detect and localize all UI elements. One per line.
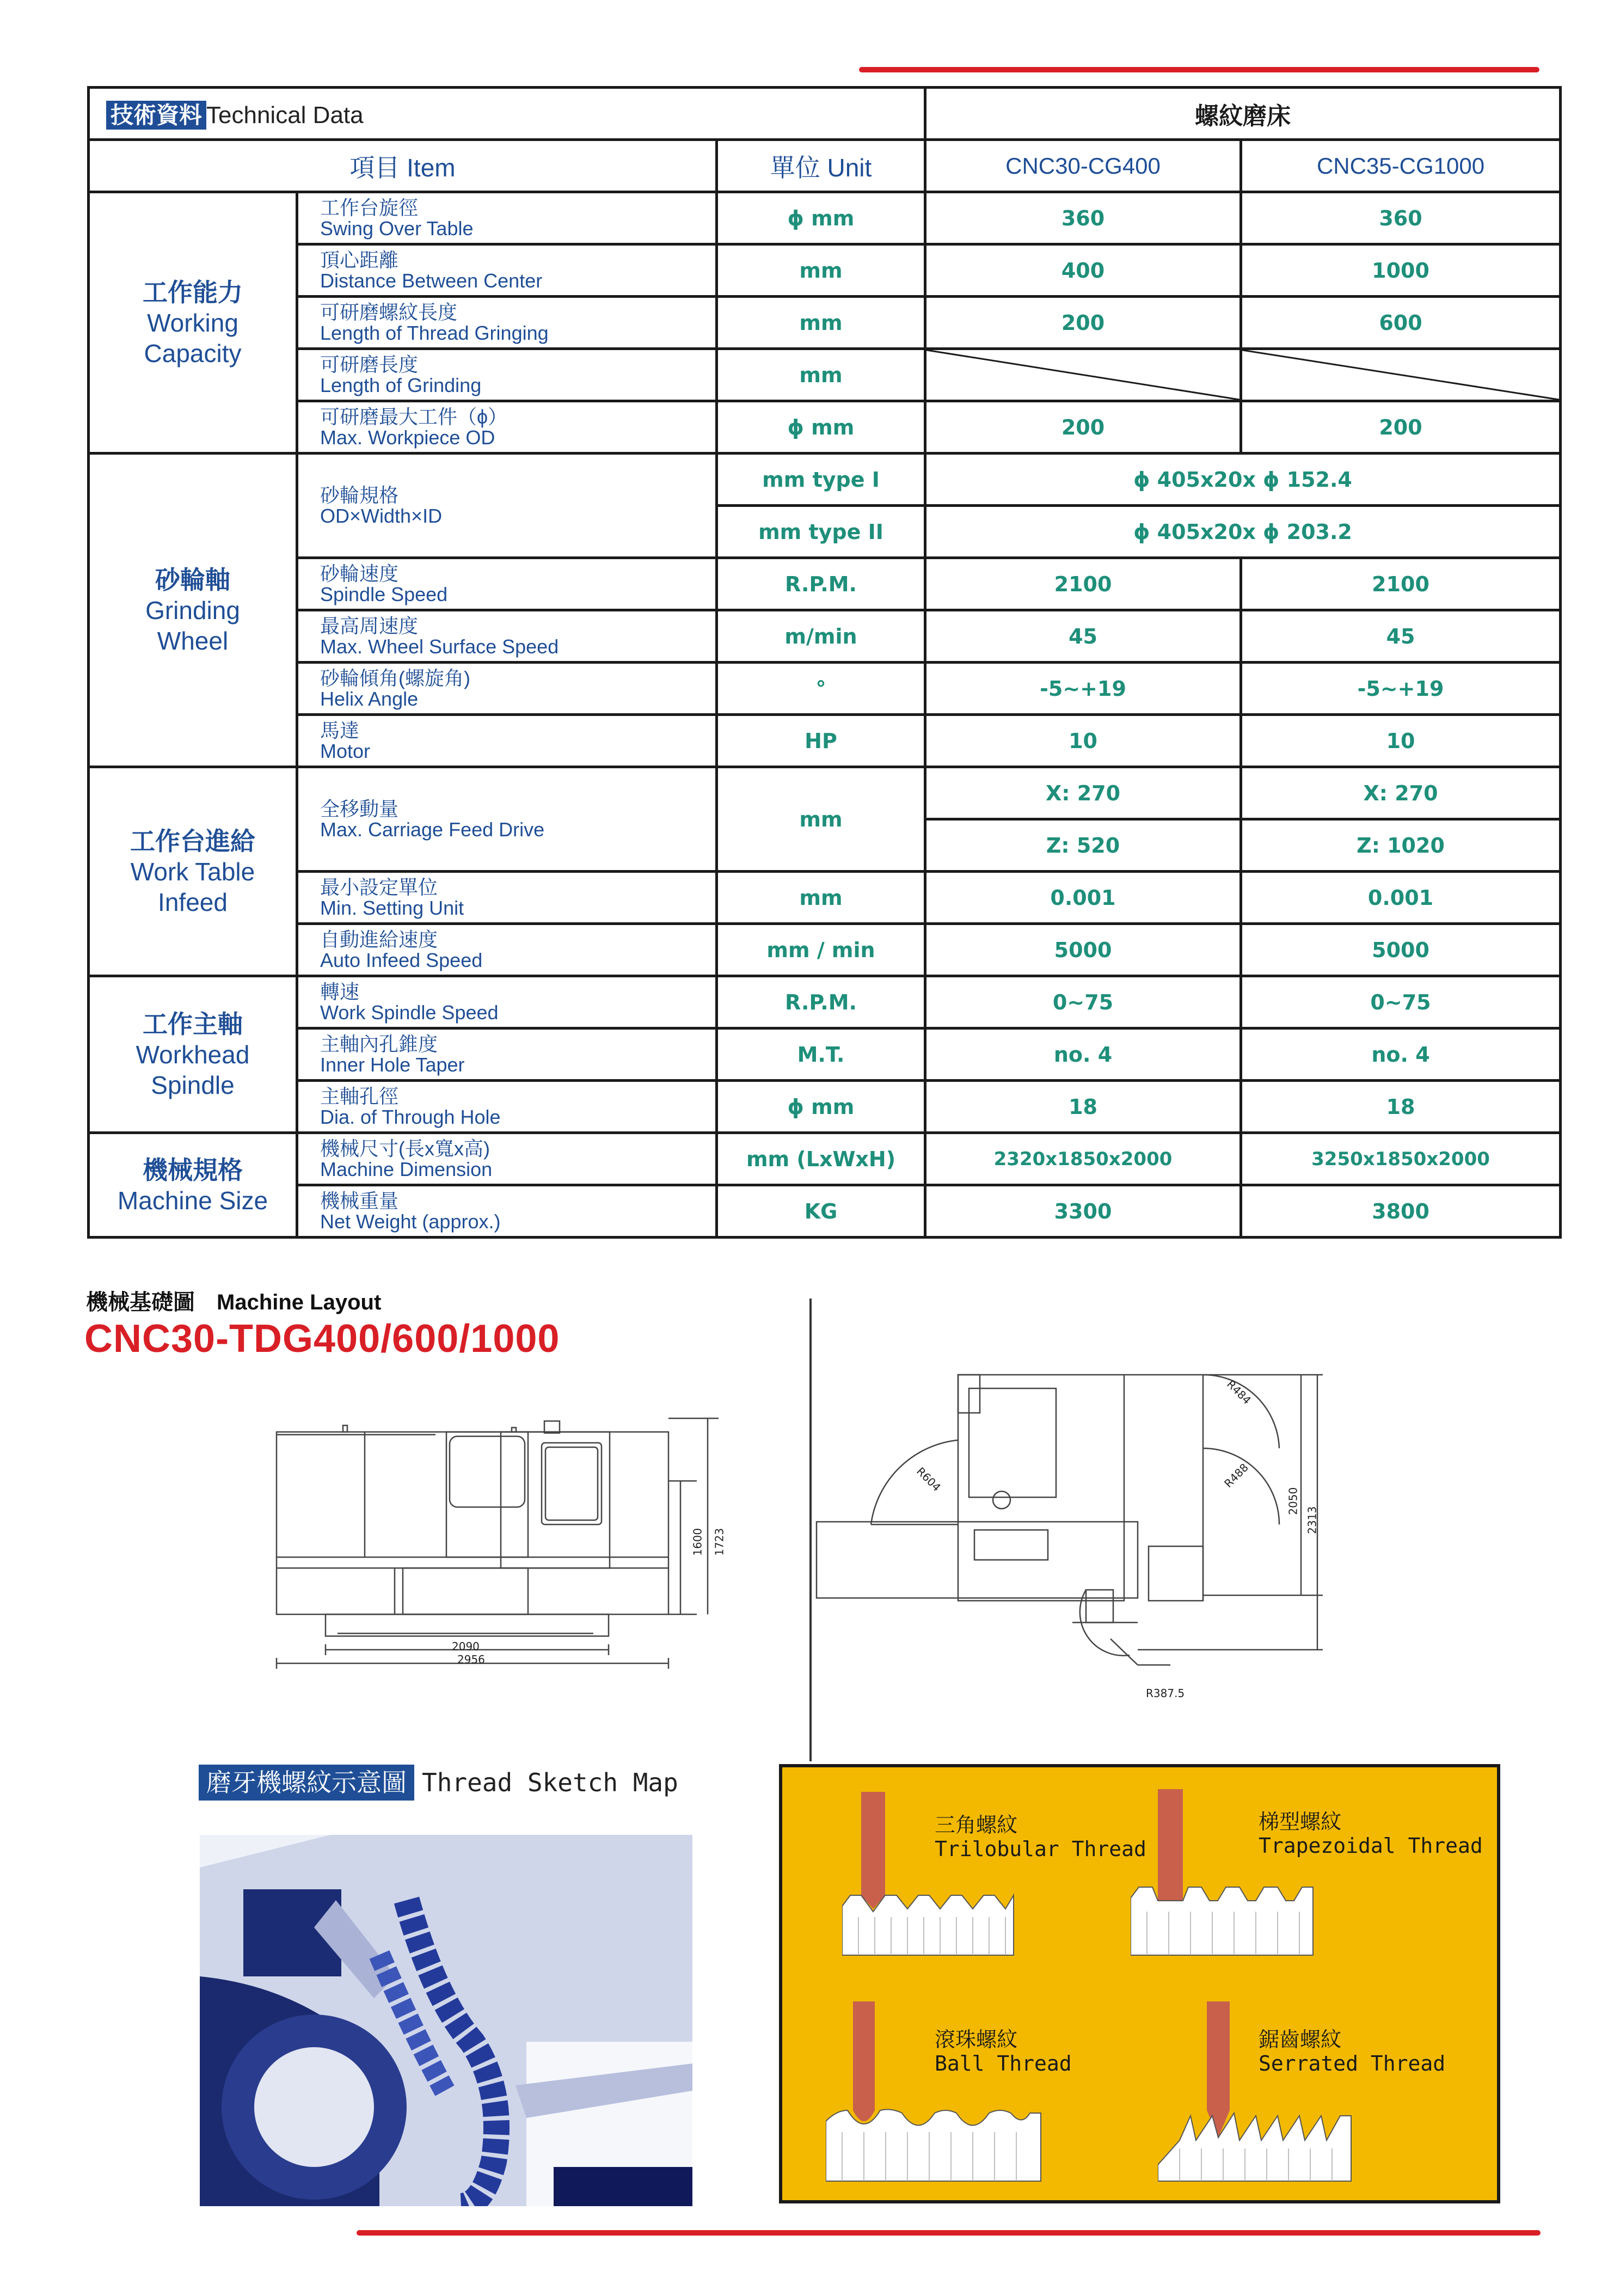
value-model-1: 0~75 [925,976,1241,1028]
item-en: Spindle Speed [320,583,448,605]
technical-data-title: Technical Data [206,101,364,128]
unit-cell: R.P.M. [717,558,925,610]
thread-label-en: Trilobular Thread [935,1837,1146,1861]
item-zh: 主軸孔徑 [320,1085,399,1107]
row-helix-angle [297,663,717,715]
unit-cell: mm / min [717,924,925,976]
item-en: Distance Between Center [320,269,543,292]
model-1-header: CNC30-CG400 [925,140,1241,192]
front-view-drawing [267,1410,735,1699]
value-model-1-x: X: 270 [925,767,1241,819]
item-en: Max. Carriage Feed Drive [320,818,545,841]
value-model-1: 45 [925,610,1241,663]
dim-label-2313: 2313 [1305,1506,1319,1534]
machine-layout-label-en: Machine Layout [217,1290,382,1314]
dim-label-1600: 1600 [691,1528,704,1556]
row-wheel-spec [297,454,717,558]
row-surface-speed [297,610,717,663]
group-working-capacity [89,192,297,454]
table-title [89,88,925,140]
dim-label-2956: 2956 [457,1653,485,1666]
item-en: Min. Setting Unit [320,896,464,919]
unit-cell: mm (LxWxH) [717,1133,925,1185]
row-inner-taper [297,1028,717,1081]
item-zh: 砂輪規格 [320,483,399,506]
item-zh: 機械重量 [320,1189,399,1212]
value-model-2: 3250x1850x2000 [1241,1133,1561,1185]
value-model-1: -5~+19 [925,663,1241,715]
item-en: Motor [320,739,371,762]
unit-cell: KG [717,1185,925,1238]
thread-label-trilobular [935,1813,1146,1861]
value-model-1: no. 4 [925,1028,1241,1081]
group-label-zh: 工作台進給 [130,826,255,855]
dim-label-2050: 2050 [1286,1487,1300,1515]
value-model-2: 360 [1241,192,1561,244]
row-through-hole [297,1081,717,1133]
group-label-en: Wheel [157,626,229,655]
item-zh: 頂心距離 [320,248,399,271]
unit-column-header: 單位 Unit [717,140,925,192]
group-grinding-wheel [89,454,297,767]
grinding-machine-photo [200,1835,692,2206]
group-workhead [89,976,297,1133]
item-en: Dia. of Through Hole [320,1105,501,1128]
row-carriage-feed [297,767,717,872]
unit-cell: ϕ mm [717,192,925,244]
value-model-2: 0.001 [1241,872,1561,924]
unit-cell: mm [717,297,925,349]
machine-layout-label-zh: 機械基礎圖 [86,1290,195,1315]
unit-cell: mm [717,349,925,401]
unit-cell: mm [717,244,925,297]
value-model-2: 5000 [1241,924,1561,976]
machine-name: 螺紋磨床 [925,88,1561,140]
unit-cell: ϕ mm [717,1081,925,1133]
item-zh: 工作台旋徑 [320,196,419,219]
unit-cell: ϕ mm [717,401,925,454]
group-label-en: Grinding [145,596,240,624]
group-label-en: Working [147,308,238,337]
item-zh: 可研磨最大工件（ϕ） [320,405,508,428]
item-zh: 最高周速度 [320,614,419,637]
dim-label-r484: R484 [1224,1377,1254,1407]
dim-label-1723: 1723 [713,1528,726,1556]
item-column-header: 項目 Item [89,140,717,192]
item-zh: 全移動量 [320,797,399,820]
thread-types-panel [779,1764,1500,2203]
value-both-models: ϕ 405x20x ϕ 152.4 [925,454,1561,506]
value-model-1: 10 [925,715,1241,767]
value-model-1: 200 [925,297,1241,349]
item-zh: 最小設定單位 [320,875,438,898]
item-en: Helix Angle [320,687,419,710]
value-model-1: 2320x1850x2000 [925,1133,1241,1185]
item-zh: 轉速 [320,980,360,1003]
group-label-en: Work Table [130,857,255,886]
thread-label-zh: 鋸齒螺紋 [1259,2028,1342,2052]
unit-cell: M.T. [717,1028,925,1081]
dim-label-2090: 2090 [452,1640,480,1653]
unit-cell: m/min [717,610,925,663]
item-en: Max. Wheel Surface Speed [320,635,559,658]
value-model-2: -5~+19 [1241,663,1561,715]
item-en: Length of Grinding [320,374,482,396]
model-2-header: CNC35-CG1000 [1241,140,1561,192]
group-label-zh: 機械規格 [143,1155,243,1184]
group-label-en: Workhead [136,1040,250,1069]
thread-label-zh: 三角螺紋 [935,1813,1018,1837]
dim-label-r488: R488 [1222,1461,1251,1490]
value-model-2: 200 [1241,401,1561,454]
value-model-2: 600 [1241,297,1561,349]
value-model-1: 5000 [925,924,1241,976]
unit-cell: HP [717,715,925,767]
unit-cell: mm type II [717,506,925,558]
row-grinding-length [297,349,717,401]
group-label-en: Capacity [144,339,242,368]
value-model-2: 2100 [1241,558,1561,610]
item-en: Auto Infeed Speed [320,948,483,971]
row-swing [297,192,717,244]
unit-cell: mm [717,872,925,924]
machine-layout-label [86,1285,381,1316]
row-distance [297,244,717,297]
top-view-drawing [811,1367,1345,1715]
value-model-2: 0~75 [1241,976,1561,1028]
dim-label-r604: R604 [914,1465,943,1494]
item-en: Inner Hole Taper [320,1053,465,1076]
item-zh: 機械尺寸(長x寬x高) [320,1137,490,1160]
item-en: OD×Width×ID [320,504,443,527]
group-label-zh: 工作主軸 [143,1009,243,1038]
value-model-1: 2100 [925,558,1241,610]
value-model-2: 1000 [1241,244,1561,297]
item-en: Net Weight (approx.) [320,1210,501,1233]
value-model-1: 0.001 [925,872,1241,924]
row-net-weight [297,1185,717,1238]
value-model-2-z: Z: 1020 [1241,819,1561,872]
unit-cell: R.P.M. [717,976,925,1028]
bottom-red-bar [357,2230,1541,2236]
group-work-table [89,767,297,976]
value-model-1: 400 [925,244,1241,297]
item-zh: 砂輪傾角(螺旋角) [320,666,470,689]
group-label-zh: 工作能力 [143,278,243,307]
group-label-en: Spindle [151,1070,235,1099]
thread-label-en: Serrated Thread [1259,2052,1446,2075]
value-model-1: 3300 [925,1185,1241,1238]
thread-label-trapezoidal [1259,1810,1483,1858]
value-model-1: 18 [925,1081,1241,1133]
thread-label-zh: 梯型螺紋 [1259,1810,1342,1834]
value-model-2: 10 [1241,715,1561,767]
item-zh: 砂輪速度 [320,562,399,585]
item-zh: 主軸內孔錐度 [320,1032,438,1055]
unit-cell: mm [717,767,925,872]
item-en: Length of Thread Gringing [320,321,549,344]
row-infeed-speed [297,924,717,976]
top-red-bar [859,67,1539,72]
thread-label-en: Ball Thread [935,2052,1072,2075]
value-both-models: ϕ 405x20x ϕ 203.2 [925,506,1561,558]
value-model-2: 3800 [1241,1185,1561,1238]
value-model-2: 18 [1241,1081,1561,1133]
group-machine-size [89,1133,297,1238]
value-model-2: 45 [1241,610,1561,663]
row-machine-dimension [297,1133,717,1185]
machine-layout-model: CNC30-TDG400/600/1000 [84,1317,560,1361]
technical-data-tag: 技術資料 [106,101,206,130]
value-model-1-z: Z: 520 [925,819,1241,872]
item-zh: 可研磨螺紋長度 [320,301,458,323]
unit-cell: mm type I [717,454,925,506]
thread-label-serrated [1259,2028,1445,2075]
dim-label-r387: R387.5 [1146,1687,1185,1700]
row-motor [297,715,717,767]
item-en: Machine Dimension [320,1158,493,1180]
unit-cell: ° [717,663,925,715]
item-zh: 馬達 [320,719,360,742]
thread-sketch-title-en: Thread Sketch Map [422,1768,678,1797]
row-thread-length [297,297,717,349]
group-label-en: Infeed [158,887,228,916]
row-work-spindle-speed [297,976,717,1028]
item-zh: 自動進給速度 [320,928,438,951]
value-model-1: 200 [925,401,1241,454]
item-en: Swing Over Table [320,217,474,240]
item-zh: 可研磨長度 [320,353,419,376]
thread-sketch-title-zh: 磨牙機螺紋示意圖 [199,1765,414,1801]
row-spindle-speed [297,558,717,610]
empty-value-model-2 [1241,349,1561,401]
technical-data-table [87,86,1562,1239]
row-max-od [297,401,717,454]
item-en: Work Spindle Speed [320,1001,499,1024]
thread-sketch-title [199,1763,678,1799]
group-label-zh: 砂輪軸 [155,565,230,594]
item-en: Max. Workpiece OD [320,426,495,449]
value-model-1: 360 [925,192,1241,244]
row-setting-unit [297,872,717,924]
value-model-2-x: X: 270 [1241,767,1561,819]
thread-label-ball [935,2028,1072,2075]
value-model-2: no. 4 [1241,1028,1561,1081]
thread-label-en: Trapezoidal Thread [1259,1834,1483,1858]
empty-value-model-1 [925,349,1241,401]
thread-label-zh: 滾珠螺紋 [935,2028,1018,2052]
group-label-en: Machine Size [117,1186,268,1215]
